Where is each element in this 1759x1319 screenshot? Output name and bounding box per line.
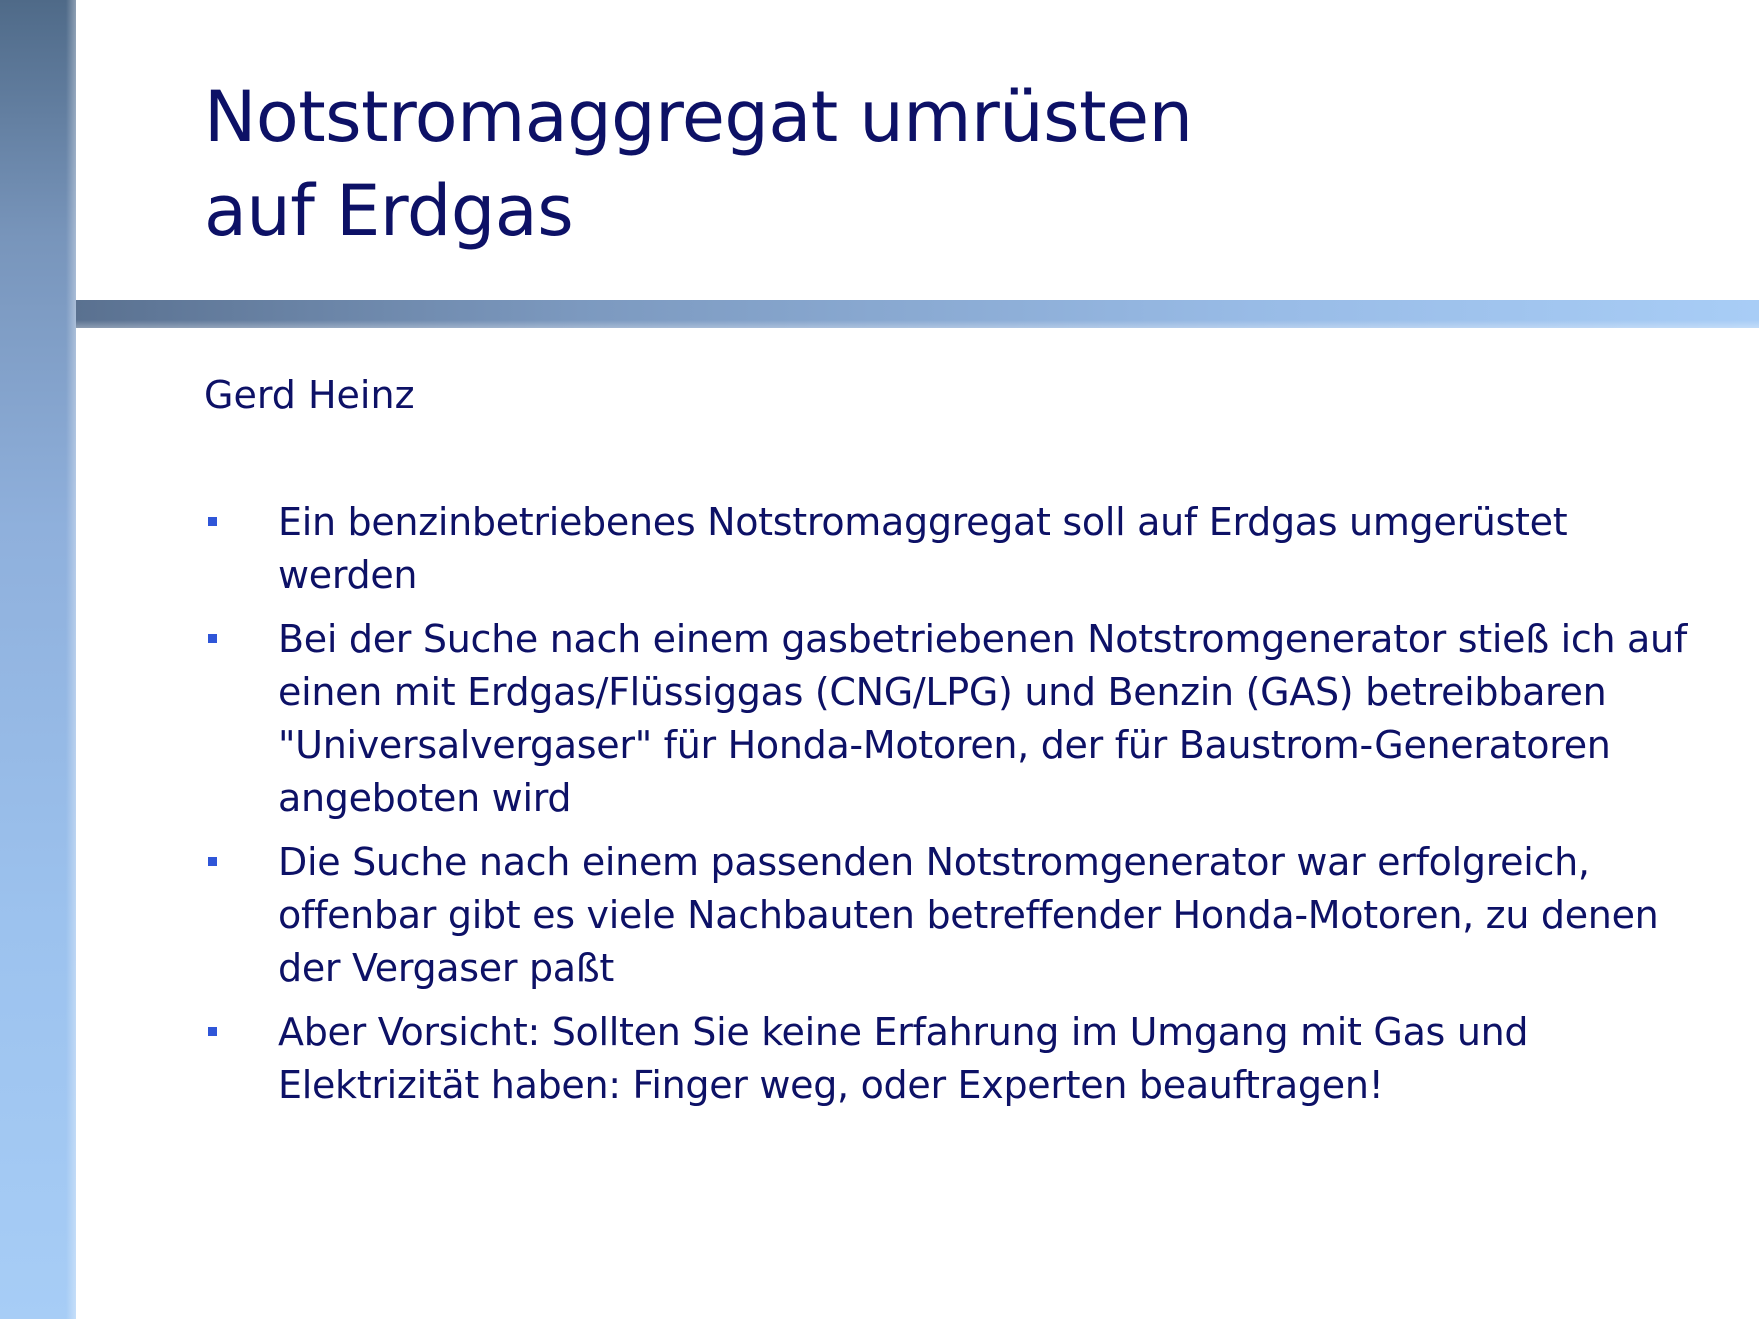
bullet-list <box>204 496 1714 1123</box>
square-bullet-icon <box>208 1027 217 1036</box>
square-bullet-icon <box>208 634 217 643</box>
slide-title-line-2: auf Erdgas <box>204 170 574 252</box>
bullet-text: Ein benzinbetriebenes Notstromaggregat soll auf Erdgas umgerüstet werden <box>278 500 1568 597</box>
bullet-item <box>204 1006 1714 1112</box>
bullet-item <box>204 496 1714 602</box>
left-gradient-bar <box>0 0 76 1319</box>
bullet-item <box>204 613 1714 825</box>
square-bullet-icon <box>208 857 217 866</box>
bullet-text: Die Suche nach einem passenden Notstromgenerator war erfolgreich, offenbar gibt es viele Nachbauten betreffender Honda-Motoren, zu denen der Vergaser paßt <box>278 840 1659 990</box>
slide-title <box>204 70 1192 258</box>
author-name: Gerd Heinz <box>204 373 415 417</box>
square-bullet-icon <box>208 517 217 526</box>
bullet-text: Bei der Suche nach einem gasbetriebenen Notstromgenerator stieß ich auf einen mit Erdgas/Flüssiggas (CNG/LPG) und Benzin (GAS) betreibbaren "Universalvergaser" für Honda-Motoren, der für Baustrom-Generatoren angeboten wird <box>278 617 1687 820</box>
slide-title-line-1: Notstromaggregat umrüsten <box>204 76 1193 158</box>
title-divider-bar <box>76 300 1759 328</box>
bullet-item <box>204 836 1714 995</box>
bullet-text: Aber Vorsicht: Sollten Sie keine Erfahrung im Umgang mit Gas und Elektrizität haben: Finger weg, oder Experten beauftragen! <box>278 1010 1529 1107</box>
